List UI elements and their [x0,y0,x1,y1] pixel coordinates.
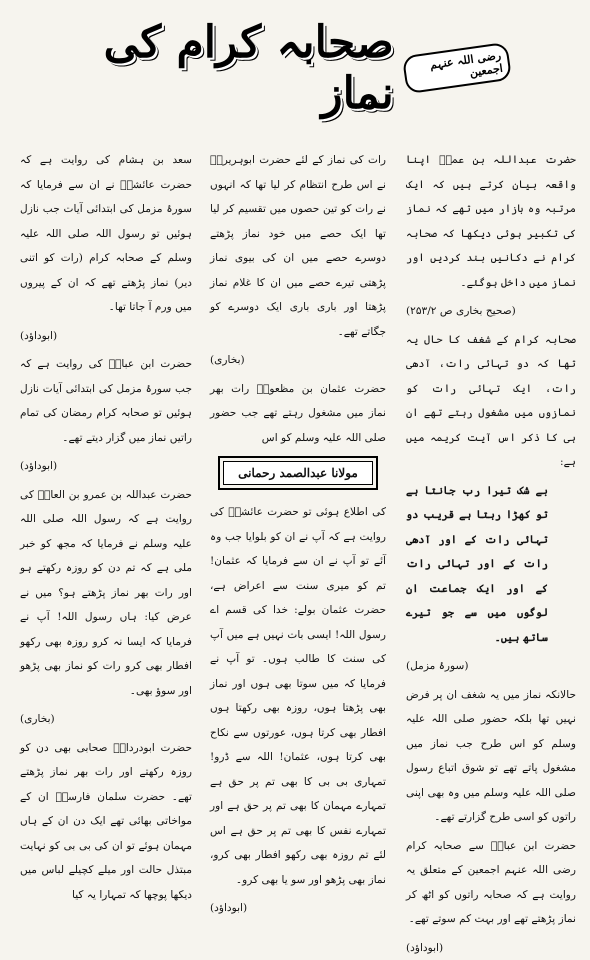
quranic-verse: بے شک تیرا رب جانتا ہے تو کھڑا رہتا ہے قریب دو تہائی رات کے اور آدھی رات کے اور تہائی رات کے اور ایک جماعت ان لوگوں میں سے جو تیرے ساتھ ہیں۔ [406,479,576,651]
paragraph: رات کی نماز کے لئے حضرت ابوہریرہؓ نے اس طرح انتظام کر لیا تھا کہ انہوں نے رات کو تین حصوں میں تقسیم کر لیا تھا ایک حصے میں خود نماز پڑھتے دوسرے حصے میں ان کی بیوی نماز پڑھتی تیرے حصے میں ان کا غلام نماز پڑھتا اور باری باری ایک دوسرے کو جگاتے تھے۔ [210,148,386,344]
title-honorific: رضی اللہ عنہم اجمعین [402,42,513,94]
source-citation: (بخاری) [20,707,192,732]
author-name: مولانا عبدالصمد رحمانی [223,461,373,485]
source-citation: (صحیح بخاری ص ۲۵۳/۲) [406,299,576,324]
title-main: صحابہ کرام کی نماز [80,17,394,119]
author-byline-box [218,456,378,490]
source-citation: (ابوداؤد) [210,896,386,921]
source-citation: (سورۂ مزمل) [406,654,576,679]
paragraph: کی اطلاع ہوئی تو حضرت عائشہؓ کی روایت ہے کہ آپ نے ان کو بلوایا جب وہ آئے تو آپ نے ان سے فرمایا کہ عثمان! تم کو میری سنت سے اعراض ہے، حضرت عثمان بولے: خدا کی قسم اے رسول اللہ! ایسی بات نہیں ہے میں آپ کی سنت کا طالب ہوں۔ تو آپ نے فرمایا کہ میں سوتا بھی ہوں اور نماز بھی پڑھتا ہوں، روزہ بھی رکھتا ہوں افطار بھی کرتا ہوں، عورتوں سے نکاح بھی کرتا ہوں، عثمان! اللہ سے ڈرو! تمہاری بی بی کا بھی تم پر حق ہے تمہارے مہمان کا بھی تم پر حق ہے اور تمہارے نفس کا بھی تم پر حق ہے اس لئے تم روزہ بھی رکھو افطار بھی کرو، نماز بھی پڑھو اور سو یا بھی کرو۔ [210,500,386,892]
paragraph: حالانکہ نماز میں یہ شغف ان پر فرض نہیں تھا بلکہ حضور صلی اللہ علیہ وسلم کو اس طرح جب نماز میں مشغول پاتے تھے تو شوق اتباع رسول صلی اللہ علیہ وسلم میں وہ بھی اپنی راتوں کو اسی طرح گزارتے تھے۔ [406,683,576,830]
paragraph: حضرت عثمان بن مظعونؓ رات بھر نماز میں مشغول رہتے تھے جب حضور صلی اللہ علیہ وسلم کو اس [210,377,386,451]
column-right [406,148,576,733]
source-citation: (ابوداؤد) [20,324,192,349]
column-left [20,148,192,733]
source-citation: (ابوداؤد) [20,454,192,479]
paragraph: سعد بن ہشام کی روایت ہے کہ حضرت عائشہؓ نے ان سے فرمایا کہ سورۂ مزمل کی ابتدائی آیات جب نازل ہوئیں تو رسول اللہ صلی اللہ علیہ وسلم کے صحابہ کرام (رات کو اتنی دیر) نماز پڑھتے تھے کہ ان کے پیروں میں ورم آ جاتا تھا۔ [20,148,192,320]
source-citation: (ابوداؤد) [406,936,576,960]
paragraph: صحابہ کرام کے شغف کا حال یہ تھا کہ دو تہائی رات، آدھی رات، ایک تہائی رات کو نمازوں میں مشغول رہتے تھے ان ہی کا ذکر اس آیت کریمہ میں ہے: [406,328,576,475]
column-middle [210,148,386,733]
paragraph: حضرت عبداللہ بن عمرو بن العاصؓ کی روایت ہے کہ رسول اللہ صلی اللہ علیہ وسلم نے فرمایا کہ مجھ کو خبر ملی ہے کہ تم دن کو روزہ رکھتے ہو اور رات بھر نماز پڑھتے ہو؟ میں نے عرض کیا: ہاں رسول اللہ! آپ نے فرمایا کہ ایسا نہ کرو روزہ بھی رکھو افطار بھی کرو رات کو نماز بھی پڑھو اور سوؤ بھی۔ [20,483,192,704]
paragraph: حضرت ابن عباسؓ کی روایت ہے کہ جب سورۂ مزمل کی ابتدائی آیات نازل ہوئیں تو صحابہ کرام رمضان کی تمام راتیں نماز میں گزار دیتے تھے۔ [20,352,192,450]
paragraph: حضرت ابودرداءؓ صحابی بھی دن کو روزہ رکھتے اور رات بھر نماز پڑھتے تھے۔ حضرت سلمان فارسیؓ ان کے مواخاتی بھائی تھے ایک دن ان کے ہاں مہمان ہوئے تو ان کی بی بی کو نہایت مبتذل حالت اور میلے کچیلے لباس میں دیکھا پوچھا کہ تمہارا یہ کیا [20,736,192,908]
article-title [80,28,510,108]
paragraph: حضرت ابن عباسؓ سے صحابہ کرام رضی اللہ عنہم اجمعین کے متعلق یہ روایت ہے کہ صحابہ راتوں کو اٹھ کر نماز پڑھتے تھے اور بہت کم سوتے تھے۔ [406,834,576,932]
source-citation: (بخاری) [210,348,386,373]
paragraph: حضرت عبداللہ بن عمرؓ اپنا واقعہ بیان کرتے ہیں کہ ایک مرتبہ وہ بازار میں تھے کہ نماز کی تکبیر ہوئی دیکھا کہ صحابہ کرام نے دکانیں بند کردیں اور نماز میں داخل ہوگئے۔ [406,148,576,295]
